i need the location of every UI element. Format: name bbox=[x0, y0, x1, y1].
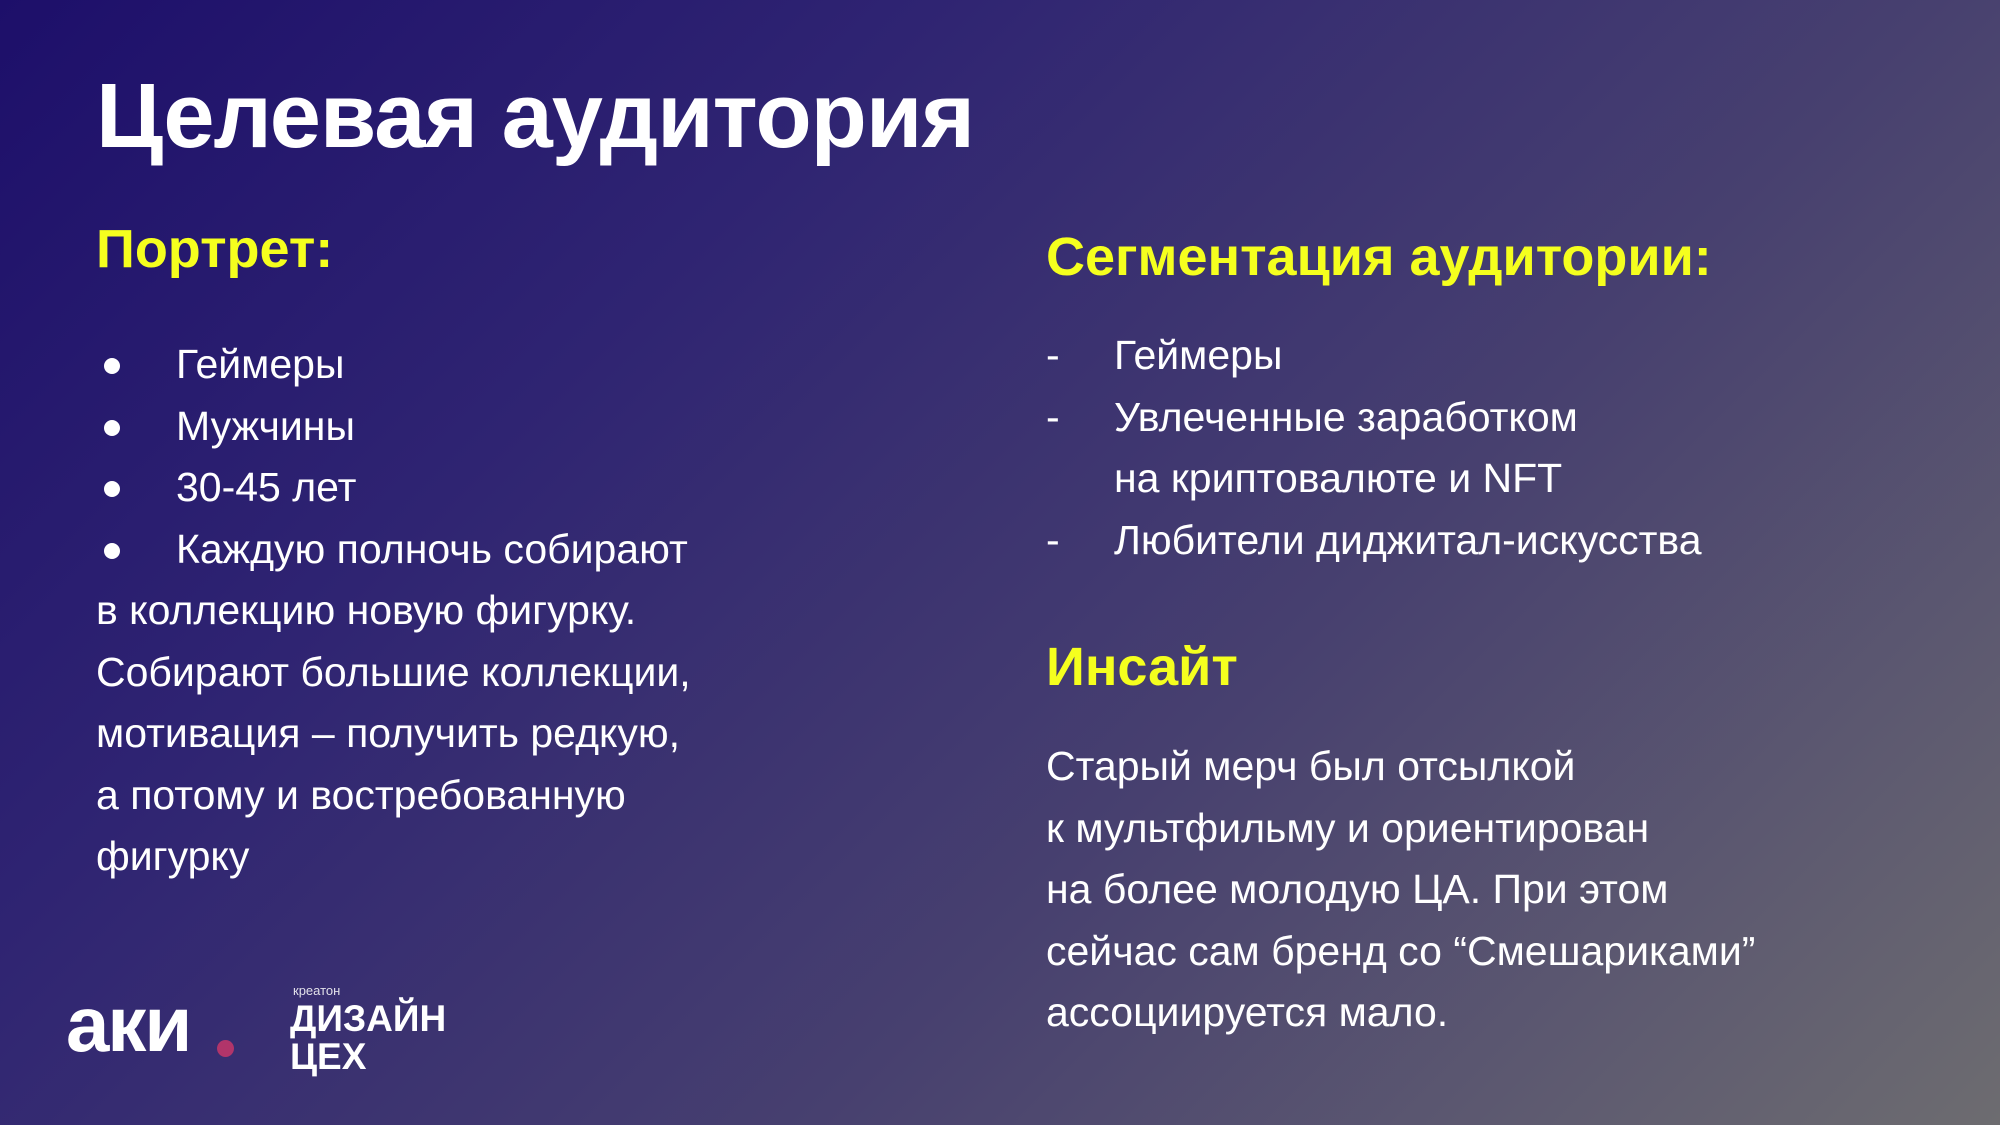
dash-bullet: - bbox=[1046, 332, 1060, 378]
dash-bullet: - bbox=[1046, 516, 1060, 563]
segmentation-item bbox=[1046, 387, 1946, 510]
portrait-bullet-label: Каждую полночь собирают bbox=[176, 525, 688, 572]
design-tsekh-logo-line1: ДИЗАЙН bbox=[290, 998, 447, 1039]
bullet-icon bbox=[104, 358, 120, 374]
portrait-bullet-item bbox=[96, 396, 796, 458]
bullet-icon bbox=[104, 543, 120, 559]
portrait-heading: Портрет: bbox=[96, 219, 334, 279]
portrait-list bbox=[96, 334, 796, 888]
design-tsekh-logo-line2: ЦЕХ bbox=[290, 1036, 367, 1077]
segmentation-item bbox=[1046, 325, 1946, 387]
segmentation-heading: Сегментация аудитории: bbox=[1046, 227, 1712, 287]
creathon-label: креатон bbox=[293, 983, 341, 998]
portrait-bullet-item bbox=[96, 519, 796, 581]
portrait-bullet-item bbox=[96, 457, 796, 519]
segmentation-item-label: Любители диджитал-искусства bbox=[1114, 516, 1702, 563]
slide-title: Целевая аудитория bbox=[96, 65, 975, 167]
portrait-bullet-label: Мужчины bbox=[176, 402, 355, 449]
design-tsekh-logo bbox=[290, 1000, 446, 1076]
bullet-icon bbox=[104, 481, 120, 497]
insight-heading: Инсайт bbox=[1046, 637, 1238, 697]
aki-logo-dot bbox=[217, 1040, 234, 1057]
aki-logo: аки bbox=[66, 980, 191, 1068]
portrait-bullet-label: 30-45 лет bbox=[176, 464, 357, 510]
portrait-paragraph: в коллекцию новую фигурку. Собирают большие коллекции, мотивация – получить редкую, а потому и востребованную фигурку bbox=[96, 587, 691, 879]
segmentation-item-label: Геймеры bbox=[1114, 332, 1283, 378]
insight-text: Старый мерч был отсылкой к мультфильму и ориентирован на более молодую ЦА. При этом сейчас сам бренд со “Смешариками” ассоциируется мало. bbox=[1046, 743, 1756, 1035]
portrait-bullet-item bbox=[96, 334, 796, 396]
portrait-bullet-label: Геймеры bbox=[176, 341, 345, 387]
segmentation-item bbox=[1046, 510, 1946, 572]
segmentation-item-label: Увлеченные заработком на криптовалюте и NFT bbox=[1114, 393, 1578, 501]
dash-bullet: - bbox=[1046, 393, 1060, 440]
segmentation-list bbox=[1046, 325, 1946, 571]
bullet-icon bbox=[104, 420, 120, 436]
